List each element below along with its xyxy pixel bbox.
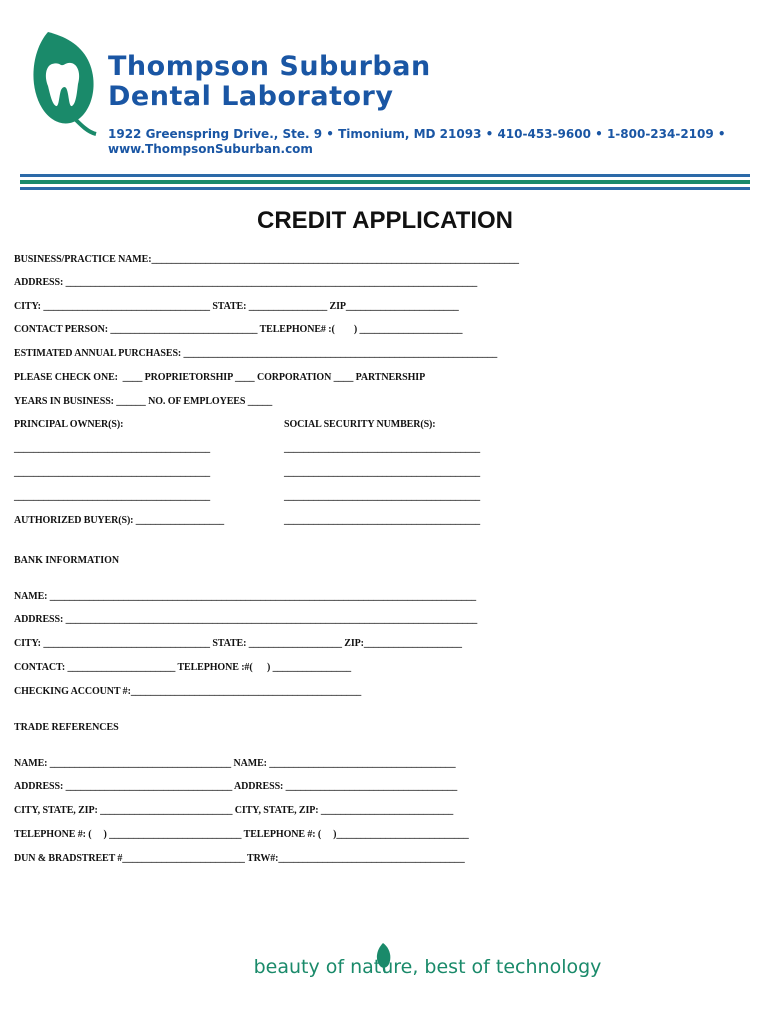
principal-owners-label: PRINCIPAL OWNER(S): bbox=[14, 419, 124, 430]
divider-green bbox=[20, 180, 750, 184]
trade-telephone-fields[interactable]: TELEPHONE #: ( ) ___________________________ TELEPHONE #: ( )___________________________ bbox=[14, 829, 469, 840]
years-employees-field[interactable]: YEARS IN BUSINESS: ______ NO. OF EMPLOYEES _____ bbox=[14, 396, 273, 407]
principal-owner-field[interactable]: ________________________________________ bbox=[14, 443, 211, 454]
divider-blue-bottom bbox=[20, 187, 750, 190]
ssn-label: SOCIAL SECURITY NUMBER(S): bbox=[284, 419, 436, 430]
principal-owner-field[interactable]: ________________________________________ bbox=[14, 491, 211, 502]
city-state-zip-field[interactable]: CITY: __________________________________ STATE: ________________ ZIP_______________________ bbox=[14, 301, 459, 312]
company-name bbox=[108, 52, 431, 112]
tooth-leaf-logo bbox=[30, 30, 100, 138]
bank-city-state-zip-field[interactable]: CITY: __________________________________ STATE: ___________________ ZIP:____________________ bbox=[14, 638, 462, 649]
annual-purchases-field[interactable]: ESTIMATED ANNUAL PURCHASES: ________________________________________________________________ bbox=[14, 348, 498, 359]
ssn-field[interactable]: ________________________________________ bbox=[284, 467, 481, 478]
trade-references-heading: TRADE REFERENCES bbox=[14, 722, 119, 733]
address-field[interactable]: ADDRESS: ____________________________________________________________________________________ bbox=[14, 277, 478, 288]
business-type-checkboxes[interactable]: PLEASE CHECK ONE: ____ PROPRIETORSHIP ____ CORPORATION ____ PARTNERSHIP bbox=[14, 372, 426, 383]
header-divider bbox=[20, 174, 750, 193]
principal-owner-field[interactable]: ________________________________________ bbox=[14, 467, 211, 478]
dun-trw-fields[interactable]: DUN & BRADSTREET #_________________________ TRW#:______________________________________ bbox=[14, 853, 465, 864]
company-address: 1922 Greenspring Drive., Ste. 9 • Timonium, MD 21093 • 410-453-9600 • 1-800-234-2109 • bbox=[108, 127, 726, 141]
company-website: www.ThompsonSuburban.com bbox=[108, 142, 313, 156]
contact-telephone-field[interactable]: CONTACT PERSON: ______________________________ TELEPHONE# :( ) _____________________ bbox=[14, 324, 463, 335]
ssn-field[interactable]: ________________________________________ bbox=[284, 443, 481, 454]
ssn-field[interactable]: ________________________________________ bbox=[284, 491, 481, 502]
bank-name-field[interactable]: NAME: _______________________________________________________________________________________ bbox=[14, 591, 477, 602]
trade-name-fields[interactable]: NAME: _____________________________________ NAME: ______________________________________ bbox=[14, 758, 456, 769]
bank-contact-telephone-field[interactable]: CONTACT: ______________________ TELEPHONE :#( ) ________________ bbox=[14, 662, 351, 673]
page-title: CREDIT APPLICATION bbox=[257, 207, 513, 234]
company-name-line2: Dental Laboratory bbox=[108, 81, 394, 112]
authorized-buyers-field[interactable]: AUTHORIZED BUYER(S): __________________ bbox=[14, 515, 225, 526]
company-contact bbox=[108, 127, 726, 157]
trade-city-state-zip-fields[interactable]: CITY, STATE, ZIP: ___________________________ CITY, STATE, ZIP: ___________________________ bbox=[14, 805, 454, 816]
company-name-line1: Thompson Suburban bbox=[108, 51, 431, 82]
bank-section-heading: BANK INFORMATION bbox=[14, 555, 120, 566]
footer-tagline: beauty of nature, best of technology bbox=[253, 956, 602, 978]
ssn-field[interactable]: ________________________________________ bbox=[284, 515, 481, 526]
divider-blue-top bbox=[20, 174, 750, 177]
bank-address-field[interactable]: ADDRESS: ____________________________________________________________________________________ bbox=[14, 614, 478, 625]
checking-account-field[interactable]: CHECKING ACCOUNT #:_______________________________________________ bbox=[14, 686, 362, 697]
business-name-field[interactable]: BUSINESS/PRACTICE NAME:___________________________________________________________________________ bbox=[14, 254, 519, 265]
trade-address-fields[interactable]: ADDRESS: __________________________________ ADDRESS: ___________________________________ bbox=[14, 781, 458, 792]
